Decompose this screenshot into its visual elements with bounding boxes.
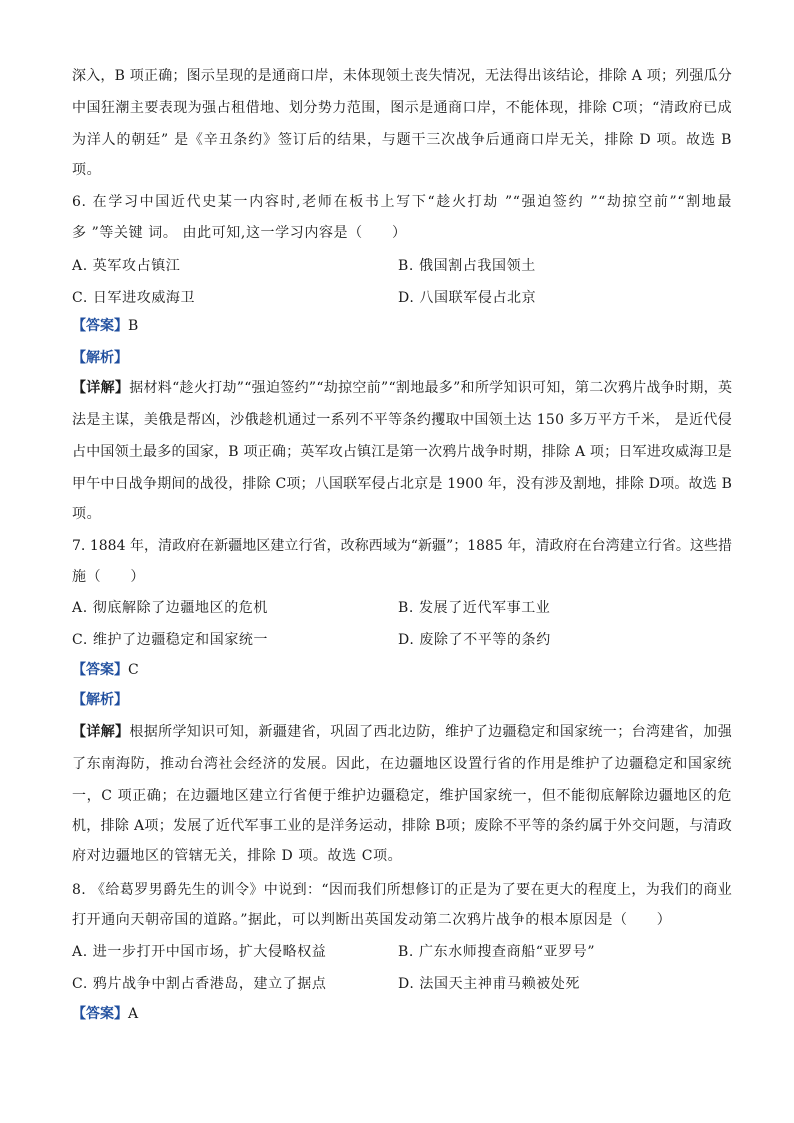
answer-value: A bbox=[128, 1006, 139, 1022]
q8-option-b: B. 广东水师搜查商船“亚罗号” bbox=[398, 944, 596, 960]
answer-value: C bbox=[128, 662, 139, 678]
q7-option-a: A. 彻底解除了边疆地区的危机 bbox=[72, 600, 269, 616]
answer-label: 【答案】 bbox=[72, 662, 128, 678]
prev-explanation-line: 项。 bbox=[72, 162, 102, 178]
detail-text: 据材料“趁火打劫”“强迫签约”“劫掠空前”“割地最多”和所学知识可知，第二次鸦片战争时期，英 bbox=[129, 380, 733, 396]
prev-explanation-line: 深入，B 项正确；图示呈现的是通商口岸，未体现领土丧失情况，无法得出该结论，排除 A 项；列强瓜分 bbox=[72, 68, 732, 84]
prev-explanation-line: 为洋人的朝廷” 是《辛丑条约》签订后的结果，与题干三次战争后通商口岸无关，排除 D 项。故选 B bbox=[72, 132, 732, 148]
answer-value: B bbox=[128, 318, 139, 334]
q7-detail-line: 府对边疆地区的管辖无关，排除 D 项。故选 C项。 bbox=[72, 848, 403, 864]
question-7-stem: 7. 1884 年，清政府在新疆地区建立行省，改称西域为“新疆”；1885 年，清政府在台湾建立行省。这些措 bbox=[72, 538, 732, 554]
q6-detail-line: 项。 bbox=[72, 506, 102, 522]
q7-option-c: C. 维护了边疆稳定和国家统一 bbox=[72, 632, 269, 648]
question-7-stem: 施（ ） bbox=[72, 569, 145, 585]
q7-detail-line: 机，排除 A项；发展了近代军事工业的是洋务运动，排除 B项；废除不平等的条约属于外交问题，与清政 bbox=[72, 818, 732, 834]
q6-detail-line: 占中国领土最多的国家，B 项正确；英军攻占镇江是第一次鸦片战争时期，排除 A 项；日军进攻威海卫是 bbox=[72, 444, 732, 460]
q7-detail-line: 了东南海防，推动台湾社会经济的发展。因此，在边疆地区设置行省的作用是维护了边疆稳定和国家统 bbox=[72, 756, 732, 772]
prev-explanation-line: 中国狂潮主要表现为强占租借地、划分势力范围，图示是通商口岸，不能体现，排除 C项；“清政府已成 bbox=[72, 100, 732, 116]
q6-detail-line bbox=[72, 378, 732, 398]
q6-option-c: C. 日军进攻威海卫 bbox=[72, 290, 196, 306]
q7-option-b: B. 发展了近代军事工业 bbox=[398, 600, 551, 616]
q7-analysis-label: 【解析】 bbox=[72, 692, 128, 708]
q6-option-a: A. 英军攻占镇江 bbox=[72, 258, 181, 274]
q8-answer bbox=[72, 1004, 138, 1024]
q6-option-b: B. 俄国割占我国领土 bbox=[398, 258, 536, 274]
q8-option-d: D. 法国天主神甫马赖被处死 bbox=[398, 976, 581, 992]
q6-option-d: D. 八国联军侵占北京 bbox=[398, 290, 537, 306]
q6-answer bbox=[72, 316, 138, 336]
answer-label: 【答案】 bbox=[72, 1006, 128, 1022]
answer-label: 【答案】 bbox=[72, 318, 128, 334]
q6-detail-line: 法是主谋，美俄是帮凶，沙俄趁机通过一系列不平等条约攫取中国领土达 150 多万平方千米， 是近代侵 bbox=[72, 412, 732, 428]
question-8-stem: 打开通向天朝帝国的道路。”据此，可以判断出英国发动第二次鸦片战争的根本原因是（ ） bbox=[72, 912, 672, 928]
question-6-stem: 多 ”等关键 词。 由此可知,这一学习内容是（ ） bbox=[72, 225, 407, 241]
q7-answer bbox=[72, 660, 139, 680]
question-6-stem: 6. 在学习中国近代史某一内容时,老师在板书上写下“趁火打劫 ”“强迫签约 ”“劫掠空前”“割地最 bbox=[72, 194, 732, 210]
detail-text: 根据所学知识可知，新疆建省，巩固了西北边防，维护了边疆稳定和国家统一；台湾建省，加强 bbox=[129, 724, 732, 740]
q7-detail-line: 一，C 项正确；在边疆地区建立行省便于维护边疆稳定，维护国家统一，但不能彻底解除边疆地区的危 bbox=[72, 788, 732, 804]
q7-option-d: D. 废除了不平等的条约 bbox=[398, 632, 551, 648]
question-8-stem: 8. 《给葛罗男爵先生的训令》中说到：“因而我们所想修订的正是为了要在更大的程度上，为我们的商业 bbox=[72, 882, 733, 898]
q8-option-c: C. 鸦片战争中割占香港岛，建立了据点 bbox=[72, 976, 327, 992]
detail-label: 【详解】 bbox=[72, 724, 130, 740]
q8-option-a: A. 进一步打开中国市场，扩大侵略权益 bbox=[72, 944, 327, 960]
q6-detail-line: 甲午中日战争期间的战役，排除 C项；八国联军侵占北京是 1900 年，没有涉及割地，排除 D项。故选 B bbox=[72, 476, 732, 492]
q7-detail-line bbox=[72, 722, 732, 742]
q6-analysis-label: 【解析】 bbox=[72, 350, 128, 366]
detail-label: 【详解】 bbox=[72, 380, 130, 396]
